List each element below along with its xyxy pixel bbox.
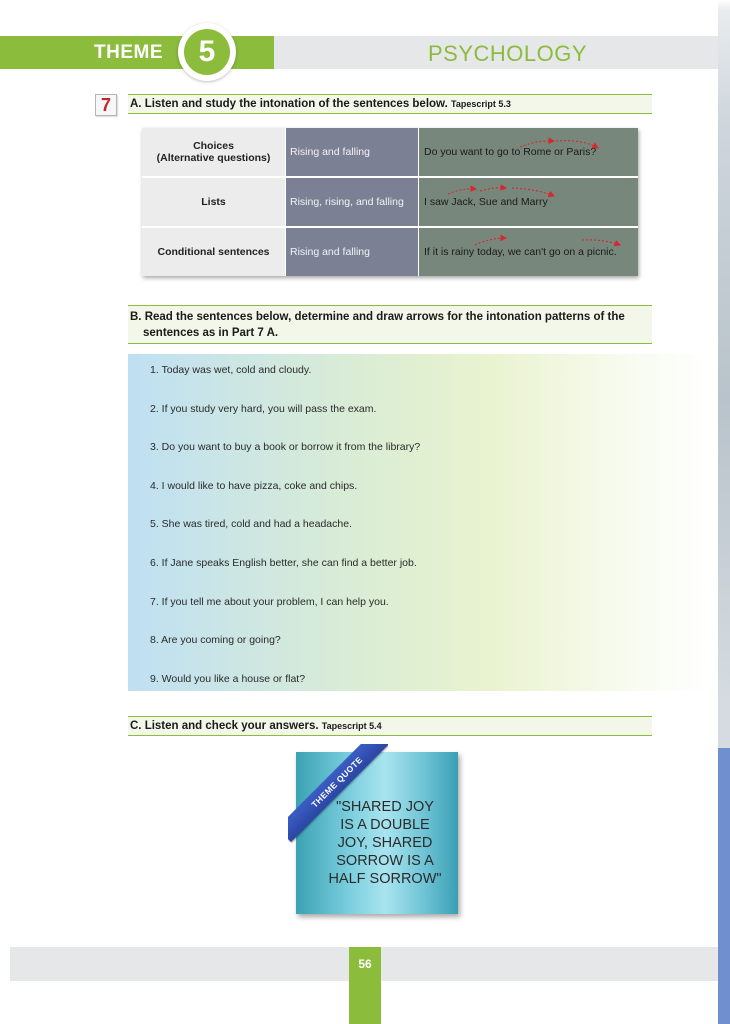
list-item: 6. If Jane speaks English better, she can find a better job. [150, 557, 417, 569]
list-item: 1. Today was wet, cold and cloudy. [150, 364, 312, 376]
part-c-heading [128, 716, 652, 736]
table-cell-example: Do you want to go to Rome or Paris? [419, 128, 638, 176]
part-c-tapescript: Tapescript 5.4 [321, 721, 382, 731]
part-b-heading-line2: sentences as in Part 7 A. [143, 327, 279, 339]
table-cell-pattern: Rising and falling [286, 128, 418, 176]
part-c-heading-text: C. Listen and check your answers. [130, 720, 319, 732]
side-blue-strip [718, 748, 730, 1024]
table-row [142, 178, 638, 227]
theme-label: THEME [94, 42, 163, 63]
list-item: 2. If you study very hard, you will pass the exam. [150, 403, 377, 415]
list-item: 4. I would like to have pizza, coke and chips. [150, 480, 358, 492]
list-item: 5. She was tired, cold and had a headache. [150, 518, 352, 530]
table-cell-example: I saw Jack, Sue and Marry [419, 178, 638, 226]
quote-line: JOY, SHARED [337, 835, 433, 851]
theme-number: 5 [184, 29, 230, 75]
table-cell-type: Choices (Alternative questions) [142, 128, 285, 176]
table-row [142, 128, 638, 177]
page-number: 56 [358, 957, 372, 971]
quote-line: "SHARED JOY [336, 799, 434, 815]
table-row [142, 228, 638, 277]
exercise-number: 7 [95, 94, 117, 116]
table-cell-pattern: Rising, rising, and falling [286, 178, 418, 226]
page-title: PSYCHOLOGY [428, 41, 588, 66]
table-cell-example: If it is rainy today, we can't go on a picnic. [419, 228, 638, 276]
part-b-heading-line1: B. Read the sentences below, determine and draw arrows for the intonation patterns of the [130, 311, 625, 323]
quote-line: IS A DOUBLE [340, 817, 430, 833]
list-item: 9. Would you like a house or flat? [150, 673, 306, 685]
table-cell-type: Lists [142, 178, 285, 226]
list-item: 8. Are you coming or going? [150, 634, 281, 646]
intonation-table [142, 128, 638, 276]
table-cell-pattern: Rising and falling [286, 228, 418, 276]
part-a-tapescript: Tapescript 5.3 [450, 99, 511, 109]
part-a-heading [128, 94, 652, 114]
quote-line: HALF SORROW" [328, 871, 442, 887]
quote-line: SORROW IS A [336, 853, 434, 869]
table-cell-type: Conditional sentences [142, 228, 285, 276]
quote-ribbon-label: THEME QUOTE [288, 744, 388, 842]
part-a-heading-text: A. Listen and study the intonation of the sentences below. [130, 98, 448, 110]
quote-ribbon [288, 744, 388, 844]
list-item: 7. If you tell me about your problem, I can help you. [150, 596, 389, 608]
part-b-heading [128, 305, 652, 344]
list-item: 3. Do you want to buy a book or borrow it from the library? [150, 441, 421, 453]
